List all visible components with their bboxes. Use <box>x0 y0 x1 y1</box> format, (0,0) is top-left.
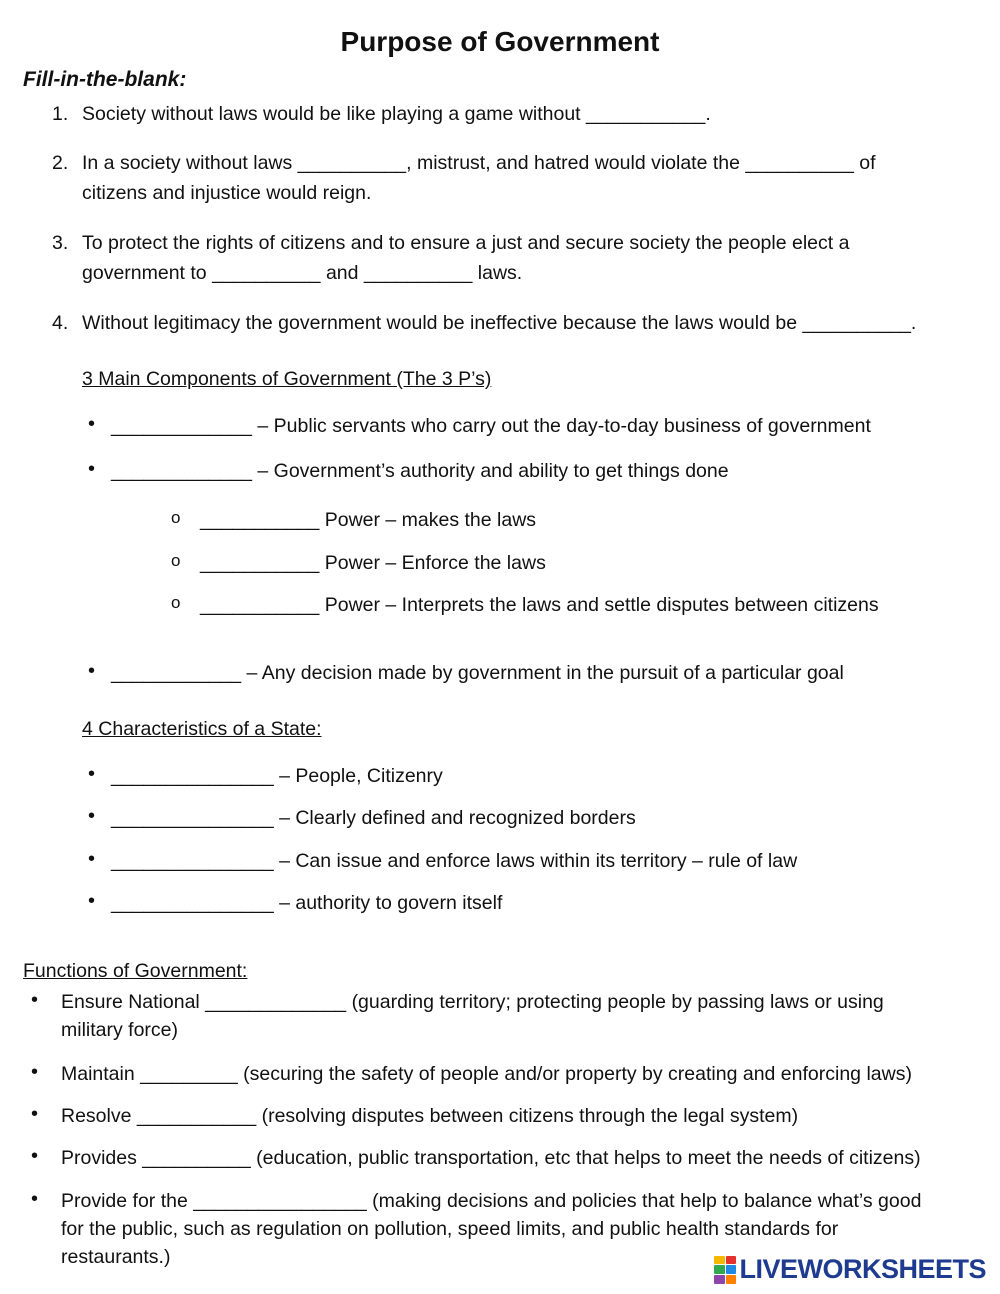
sub-bullet-icon: o <box>171 551 181 570</box>
logo-mark-icon <box>714 1256 736 1284</box>
question-3-text-cont: government to __________ and __________ laws. <box>82 262 523 284</box>
question-1-text: Society without laws would be like playing a game without ___________. <box>82 103 711 125</box>
function-conflicts: Resolve ___________ (resolving disputes between citizens through the legal system) <box>61 1105 799 1127</box>
bullet-icon: • <box>31 1061 39 1083</box>
logo-block <box>726 1265 737 1274</box>
sub-bullet-icon: o <box>171 508 181 527</box>
question-2-text: In a society without laws __________, mistrust, and hatred would violate the __________ of <box>82 152 876 174</box>
logo-block <box>726 1275 737 1284</box>
logo-block <box>714 1275 725 1284</box>
component-policy: ____________ – Any decision made by government in the pursuit of a particular goal <box>111 662 844 684</box>
question-1-number: 1. <box>52 103 69 125</box>
function-public-good-cont2: restaurants.) <box>61 1246 171 1268</box>
bullet-icon: • <box>88 458 96 480</box>
function-public-good: Provide for the ________________ (making decisions and policies that help to balance what’s good <box>61 1190 922 1212</box>
question-3-text: To protect the rights of citizens and to ensure a just and secure society the people elect a <box>82 232 850 254</box>
state-heading: 4 Characteristics of a State: <box>82 718 322 740</box>
section-subtitle: Fill-in-the-blank: <box>23 68 187 91</box>
power-judicial: ___________ Power – Interprets the laws and settle disputes between citizens <box>200 594 879 616</box>
power-executive: ___________ Power – Enforce the laws <box>200 552 546 574</box>
bullet-icon: • <box>88 890 96 912</box>
bullet-icon: • <box>88 413 96 435</box>
component-bureaucracy: _____________ – Public servants who carry out the day-to-day business of government <box>111 415 871 437</box>
bullet-icon: • <box>88 660 96 682</box>
logo-block <box>726 1256 737 1265</box>
state-population: _______________ – People, Citizenry <box>111 765 443 787</box>
function-services: Provides __________ (education, public transportation, etc that helps to meet the needs of citizens) <box>61 1147 921 1169</box>
functions-heading: Functions of Government: <box>23 960 248 982</box>
state-sovereignty: _______________ – authority to govern itself <box>111 892 503 914</box>
question-4-number: 4. <box>52 312 69 334</box>
components-heading: 3 Main Components of Government (The 3 P’s) <box>82 368 492 390</box>
question-2-text-cont: citizens and injustice would reign. <box>82 182 372 204</box>
bullet-icon: • <box>88 848 96 870</box>
state-government: _______________ – Can issue and enforce laws within its territory – rule of law <box>111 850 798 872</box>
logo-text: LIVEWORKSHEETS <box>739 1254 986 1284</box>
sub-bullet-icon: o <box>171 593 181 612</box>
function-order: Maintain _________ (securing the safety of people and/or property by creating and enforcing laws) <box>61 1063 912 1085</box>
liveworksheets-logo[interactable] <box>714 1254 986 1285</box>
power-legislative: ___________ Power – makes the laws <box>200 509 537 531</box>
question-4-text: Without legitimacy the government would be ineffective because the laws would be __________. <box>82 312 917 334</box>
page-title: Purpose of Government <box>340 26 660 57</box>
state-territory: _______________ – Clearly defined and recognized borders <box>111 807 636 829</box>
bullet-icon: • <box>31 1103 39 1125</box>
function-public-good-cont: for the public, such as regulation on pollution, speed limits, and public health standards for <box>61 1218 839 1240</box>
bullet-icon: • <box>31 989 39 1011</box>
logo-block <box>714 1256 725 1265</box>
logo-block <box>714 1265 725 1274</box>
bullet-icon: • <box>31 1145 39 1167</box>
question-3-number: 3. <box>52 232 69 254</box>
function-security-cont: military force) <box>61 1019 179 1041</box>
function-security: Ensure National _____________ (guarding territory; protecting people by passing laws or using <box>61 991 884 1013</box>
question-2-number: 2. <box>52 152 69 174</box>
bullet-icon: • <box>31 1188 39 1210</box>
bullet-icon: • <box>88 805 96 827</box>
bullet-icon: • <box>88 763 96 785</box>
component-power: _____________ – Government’s authority and ability to get things done <box>111 460 729 482</box>
